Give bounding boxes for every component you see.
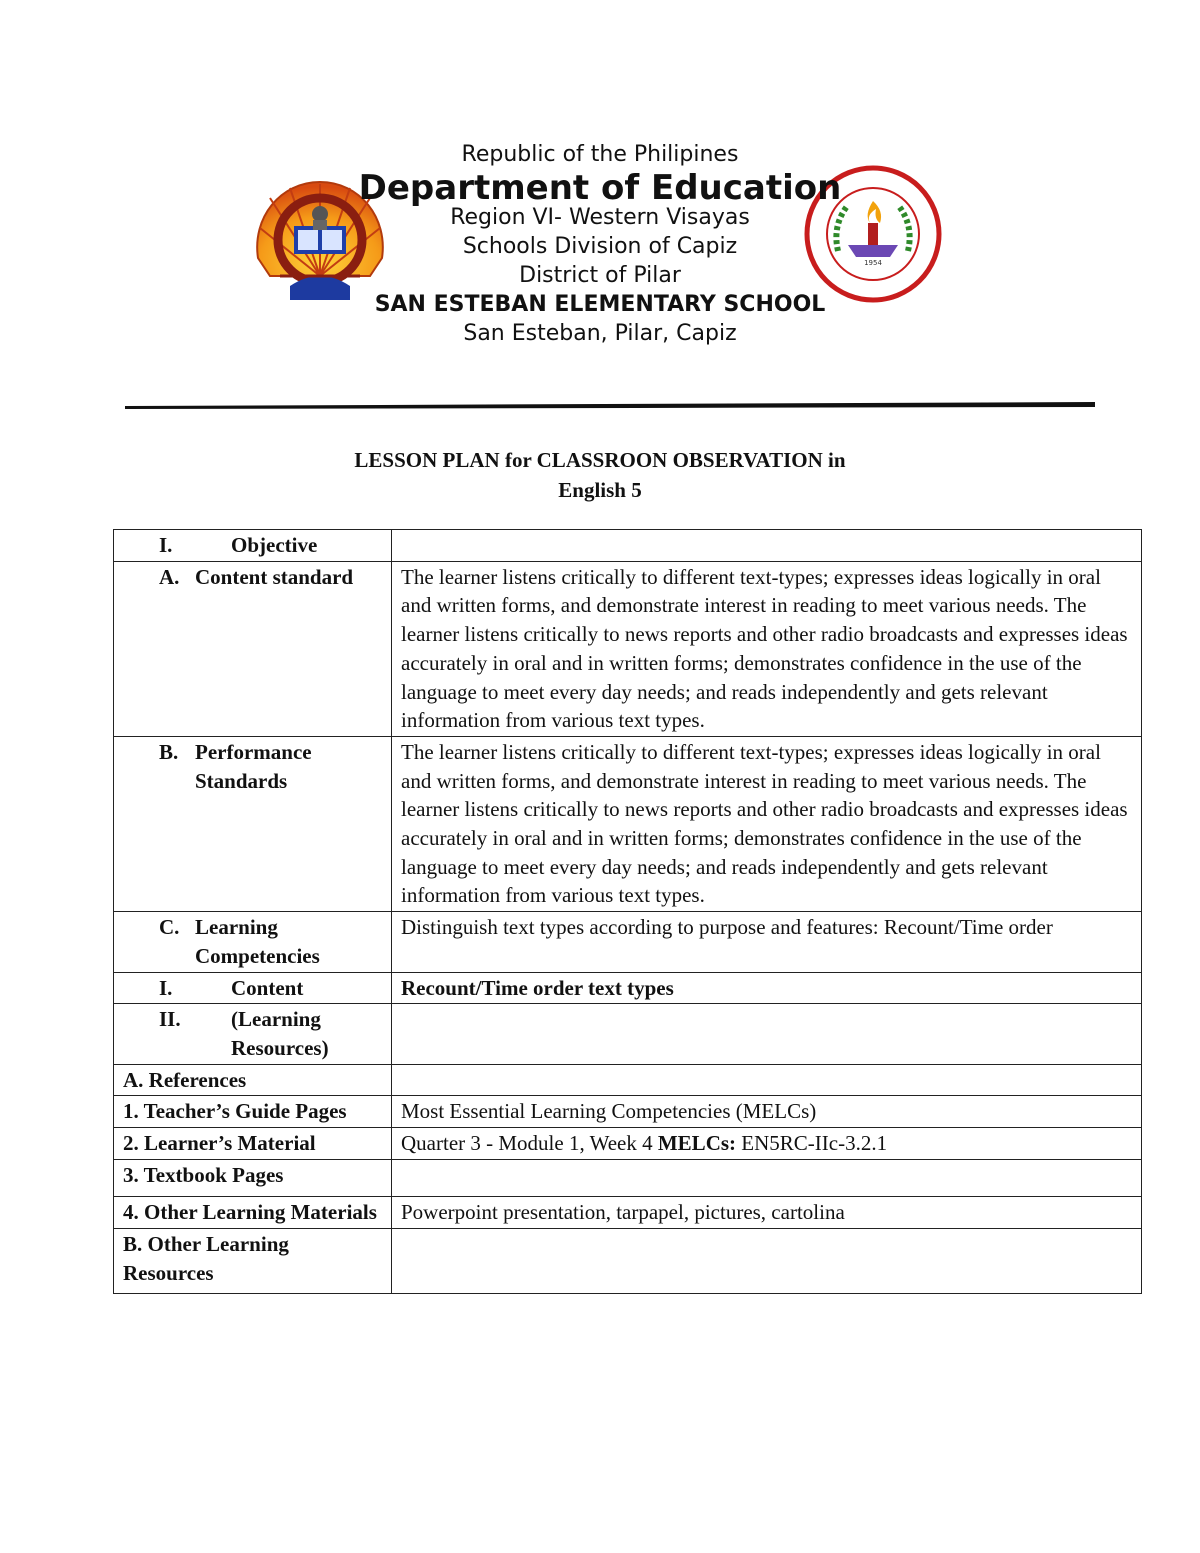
- school-address: San Esteban, Pilar, Capiz: [463, 321, 737, 346]
- value-bold: MELCs:: [657, 1131, 737, 1156]
- row-value: [392, 1229, 1142, 1293]
- header-divider: [125, 400, 1095, 409]
- table-row-other-resources: [114, 1229, 1142, 1293]
- row-value: Powerpoint presentation, tarpapel, pictures, cartolina: [392, 1197, 1142, 1229]
- table-row-learning-competencies: [114, 912, 1142, 972]
- table-row-learning-resources: [114, 1004, 1142, 1064]
- row-value: [392, 1004, 1142, 1064]
- row-number: II.: [159, 1007, 181, 1032]
- row-label: Objective: [231, 533, 318, 557]
- row-letter: A.: [159, 564, 180, 589]
- department-title: Department of Education: [358, 168, 842, 208]
- lesson-plan-table: [113, 529, 1142, 1294]
- value-suffix: EN5RC-IIc-3.2.1: [736, 1131, 888, 1156]
- table-row-objective: [114, 530, 1142, 562]
- row-value: Distinguish text types according to purpose and features: Recount/Time order: [392, 912, 1142, 972]
- value-prefix: Quarter 3 - Module 1, Week 4: [401, 1131, 658, 1156]
- district-line: District of Pilar: [519, 263, 681, 288]
- row-label: 3. Textbook Pages: [114, 1159, 392, 1197]
- svg-text:1954: 1954: [864, 259, 882, 267]
- row-label: Performance Standards: [195, 739, 312, 793]
- table-row-textbook-pages: [114, 1159, 1142, 1197]
- row-label: Content: [231, 975, 304, 1000]
- row-value: [392, 1128, 1142, 1160]
- row-label: 4. Other Learning Materials: [114, 1197, 392, 1229]
- row-label: References: [148, 1067, 247, 1092]
- row-label: (Learning Resources): [231, 1007, 329, 1060]
- lesson-plan-title: [0, 445, 1200, 505]
- row-number: I.: [159, 533, 173, 557]
- row-label: Learning Competencies: [195, 915, 320, 968]
- row-label: 1. Teacher’s Guide Pages: [114, 1096, 392, 1128]
- title-line-1: LESSON PLAN for CLASSROON OBSERVATION in: [354, 448, 846, 472]
- row-letter: B.: [159, 739, 179, 764]
- republic-line: Republic of the Philipines: [461, 142, 739, 167]
- row-value: Most Essential Learning Competencies (MELCs): [392, 1096, 1142, 1128]
- row-letter: A.: [123, 1067, 144, 1092]
- table-row-content-standard: [114, 561, 1142, 736]
- row-label: Content standard: [195, 564, 354, 589]
- row-value: Recount/Time order text types: [392, 972, 1142, 1004]
- row-value: The learner listens critically to different text-types; expresses ideas logically in oral and written forms, and demonstrate interest in reading to meet various needs. The learner listens critically to news reports and other radio broadcasts and expresses ideas accurately in oral and in written forms; demonstrates confidence in the use of the language to meet every day needs; and reads independently and gets relevant information from various text types.: [392, 561, 1142, 736]
- row-label: B. Other Learning Resources: [114, 1229, 392, 1293]
- row-label: 2. Learner’s Material: [114, 1128, 392, 1160]
- table-row-teachers-guide: [114, 1096, 1142, 1128]
- division-line: Schools Division of Capiz: [462, 234, 738, 259]
- row-value: [392, 1064, 1142, 1096]
- row-value: [392, 1159, 1142, 1197]
- table-row-learners-material: [114, 1128, 1142, 1160]
- letterhead: [0, 140, 1200, 348]
- title-line-2: English 5: [558, 478, 642, 502]
- row-value: The learner listens critically to different text-types; expresses ideas logically in oral and written forms, and demonstrate interest in reading to meet various needs. The learner listens critically to news reports and other radio broadcasts and expresses ideas accurately in oral and in written forms; demonstrates confidence in the use of the language to meet every day needs; and reads independently and gets relevant information from various text types.: [392, 736, 1142, 911]
- row-letter: C.: [159, 915, 180, 940]
- table-row-references: [114, 1064, 1142, 1096]
- table-row-other-materials: [114, 1197, 1142, 1229]
- table-row-performance-standards: [114, 736, 1142, 911]
- table-row-content: [114, 972, 1142, 1004]
- region-line: Region VI- Western Visayas: [450, 205, 750, 230]
- row-value: [392, 530, 1142, 562]
- row-number: I.: [159, 975, 173, 1000]
- school-name: SAN ESTEBAN ELEMENTARY SCHOOL: [374, 292, 826, 317]
